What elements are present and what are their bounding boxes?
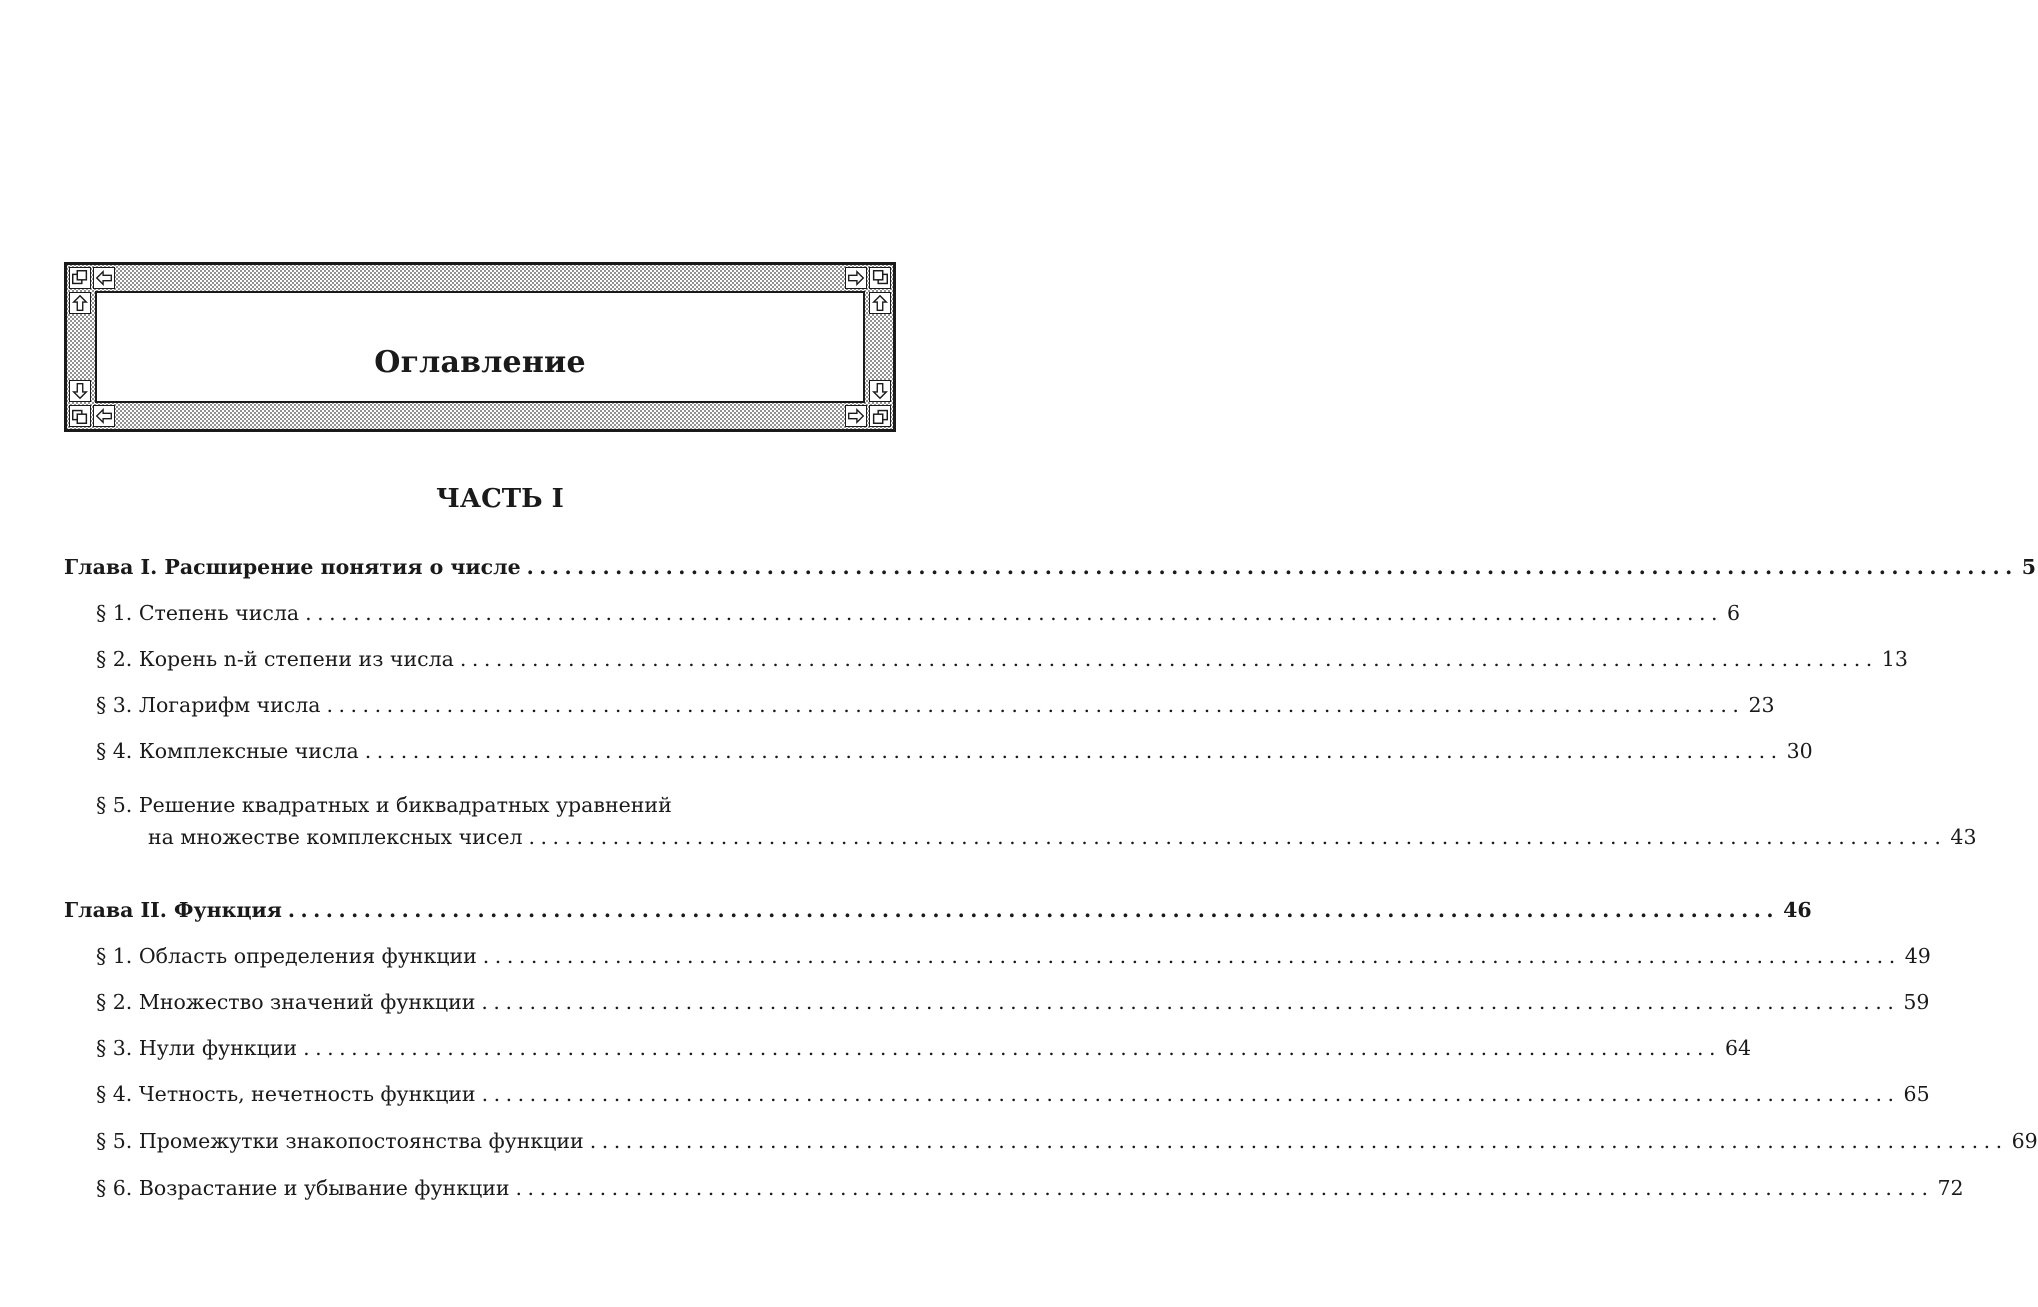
toc-section-label: § 1. Область определения функции [96, 944, 477, 968]
arrow-up-icon [869, 292, 891, 314]
leader-dots: ...................................................................................................................... [459, 647, 1878, 671]
arrow-left-icon [93, 405, 115, 427]
leader-dots: ...................................................................................................................... [326, 693, 1745, 717]
title-frame-inner [95, 291, 865, 403]
toc-section-label: § 3. Логарифм числа [96, 693, 321, 717]
toc-section[interactable] [96, 600, 1741, 626]
arrow-up-icon [69, 292, 91, 314]
leader-dots: ...................................................................................................................... [287, 898, 1780, 922]
toc-section-first-line[interactable] [96, 792, 894, 818]
toc-page-number: 59 [1903, 990, 1930, 1014]
toc-chapter-label: Глава II. Функция [64, 898, 282, 922]
toc-section[interactable] [96, 1128, 2038, 1154]
toc-section-continuation[interactable] [148, 824, 1977, 850]
toc-page-number: 6 [1727, 601, 1741, 625]
page-title: Оглавление [374, 345, 586, 380]
toc-section[interactable] [96, 943, 1931, 969]
leader-dots: ...................................................................................................................... [303, 1036, 1722, 1060]
toc-section[interactable] [96, 1175, 1964, 1201]
toc-page-number: 13 [1881, 647, 1908, 671]
window-icon [869, 267, 891, 289]
leader-dots: ...................................................................................................................... [515, 1176, 1934, 1200]
arrow-down-icon [69, 380, 91, 402]
toc-section-label: § 2. Корень n-й степени из числа [96, 647, 454, 671]
leader-dots: ...................................................................................................................... [526, 555, 2018, 579]
toc-page-number: 30 [1786, 739, 1813, 763]
toc-chapter-label: Глава I. Расширение понятия о числе [64, 555, 521, 579]
toc-section[interactable] [96, 646, 1908, 672]
part-title: ЧАСТЬ I [436, 484, 564, 514]
toc-section-label: § 5. Решение квадратных и биквадратных уравнений [96, 793, 672, 817]
arrow-down-icon [869, 380, 891, 402]
toc-page-number: 43 [1950, 825, 1977, 849]
arrow-left-icon [93, 267, 115, 289]
toc-section[interactable] [96, 692, 1775, 718]
title-frame [64, 262, 896, 432]
toc-section[interactable] [96, 738, 1813, 764]
toc-chapter-1[interactable] [64, 554, 2037, 580]
toc-section[interactable] [96, 1035, 1752, 1061]
toc-section-label: § 3. Нули функции [96, 1036, 298, 1060]
toc-section-label: § 5. Промежутки знакопостоянства функции [96, 1129, 584, 1153]
toc-page-number: 5 [2021, 555, 2037, 579]
toc-page-number: 23 [1748, 693, 1775, 717]
toc-section-label: § 4. Четность, нечетность функции [96, 1082, 476, 1106]
toc-page-number: 46 [1783, 898, 1812, 922]
window-icon [869, 405, 891, 427]
leader-dots: ...................................................................................................................... [528, 825, 1947, 849]
leader-dots: ...................................................................................................................... [482, 944, 1901, 968]
toc-chapter-2[interactable] [64, 897, 1812, 923]
toc-page-number: 64 [1725, 1036, 1752, 1060]
leader-dots: ...................................................................................................................... [481, 1082, 1900, 1106]
leader-dots: ...................................................................................................................... [364, 739, 1783, 763]
arrow-right-icon [845, 267, 867, 289]
toc-page-number: 49 [1904, 944, 1931, 968]
toc-page-number: 72 [1937, 1176, 1964, 1200]
leader-dots: ...................................................................................................................... [589, 1129, 2008, 1153]
toc-section-label: § 2. Множество значений функции [96, 990, 476, 1014]
toc-section-label: § 6. Возрастание и убывание функции [96, 1176, 510, 1200]
leader-dots: ...................................................................................................................... [481, 990, 1900, 1014]
window-icon [69, 267, 91, 289]
toc-section[interactable] [96, 1081, 1930, 1107]
toc-section-label: § 1. Степень числа [96, 601, 300, 625]
toc-page-number: 69 [2011, 1129, 2038, 1153]
leader-dots: ...................................................................................................................... [305, 601, 1724, 625]
toc-section-label: на множестве комплексных чисел [148, 825, 523, 849]
toc-section-label: § 4. Комплексные числа [96, 739, 359, 763]
window-icon [69, 405, 91, 427]
toc-section[interactable] [96, 989, 1930, 1015]
toc-page-number: 65 [1903, 1082, 1930, 1106]
arrow-right-icon [845, 405, 867, 427]
